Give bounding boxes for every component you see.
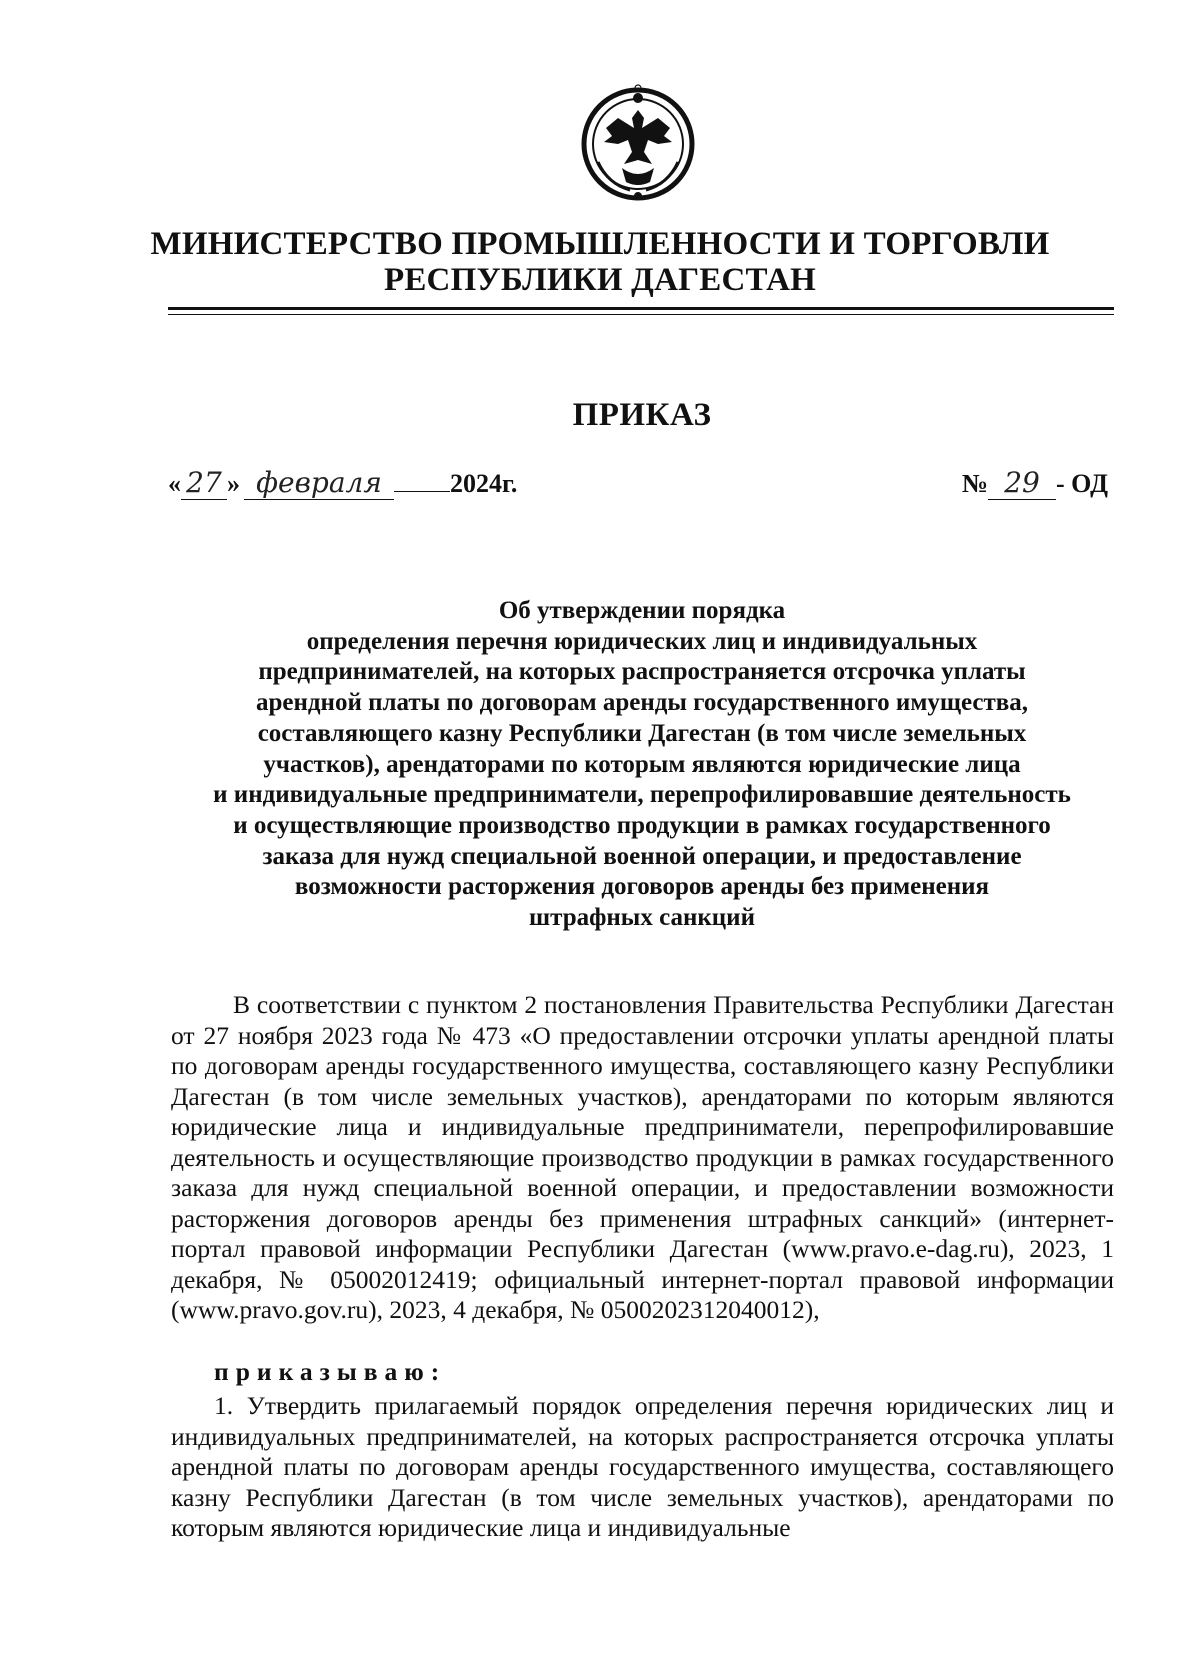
body-paragraph-preamble (171, 990, 1114, 1326)
body-paragraph-item-1 (171, 1391, 1114, 1544)
subject-line: возможности расторжения договоров аренды без применения (294, 873, 990, 901)
number-handwritten: 29 (988, 466, 1056, 500)
subject-line: Об утверждении порядка (498, 597, 786, 624)
date-year: 2024г. (450, 469, 518, 498)
header-divider-thick (168, 307, 1114, 310)
item-1-text: 1. Утвердить прилагаемый порядок определения перечня юридических лиц и индивидуальных предпринимателей, на которых распространяется отсрочка уплаты арендной платы по договорам аренды государственного имущества, составляющего казну Республики Дагестан (в том числе земельных участков), арендаторами по которым являются юридические лица и индивидуальные (171, 1391, 1114, 1542)
subject-line: составляющего казну Республики Дагестан (в том числе земельных (257, 719, 1027, 747)
ministry-name-line1: МИНИСТЕРСТВО ПРОМЫШЛЕННОСТИ И ТОРГОВЛИ (150, 226, 1050, 262)
date-day-handwritten: 27 (181, 466, 227, 500)
subject-line: участков), арендаторами по которым являются юридические лица (263, 750, 1021, 778)
subject-line: и индивидуальные предприниматели, перепрофилировавшие деятельность (213, 781, 1071, 809)
subject-line: определения перечня юридических лиц и индивидуальных (306, 627, 978, 655)
dagestan-coat-of-arms-icon (578, 84, 698, 206)
order-subject (150, 596, 1134, 934)
header-divider-thin (168, 314, 1114, 315)
order-number (962, 466, 1108, 500)
order-directive-word: приказываю: (214, 1357, 447, 1386)
date-open-quote: « (168, 469, 181, 498)
date-month-handwritten: февраля (244, 466, 394, 500)
subject-line: и осуществляющие производство продукции в рамках государственного (233, 811, 1051, 839)
order-date (168, 466, 517, 500)
subject-line: заказа для нужд специальной военной операции, и предоставление (262, 842, 1022, 870)
ministry-name-line2: РЕСПУБЛИКИ ДАГЕСТАН (383, 262, 817, 298)
preamble-text: В соответствии с пунктом 2 постановления Правительства Республики Дагестан от 27 ноября 2023 года № 473 «О предоставлении отсрочки уплаты арендной платы по договорам аренды государственного имущества, составляющего казну Республики Дагестан (в том числе земельных участков), арендаторами по которым являются юридические лица и индивидуальные предприниматели, перепрофилировавшие деятельность и осуществляющие производство продукции в рамках государственного заказа для нужд специальной военной операции, и предоставлении возможности расторжения договоров аренды без применения штрафных санкций» (интернет-портал правовой информации Республики Дагестан (www.pravo.e-dag.ru), 2023, 1 декабря, № 05002012419; официальный интернет-портал правовой информации (www.pravo.gov.ru), 2023, 4 декабря, № 0500202312040012), (171, 990, 1114, 1324)
number-prefix: № (961, 469, 989, 498)
date-close-quote: » (227, 469, 240, 498)
subject-line: предпринимателей, на которых распространяется отсрочка уплаты (258, 658, 1026, 686)
number-suffix: - ОД (1056, 469, 1108, 498)
order-title: ПРИКАЗ (572, 397, 712, 433)
subject-line: арендной платы по договорам аренды государственного имущества, (256, 689, 1028, 717)
subject-line: штрафных санкций (529, 904, 755, 932)
date-underline (394, 491, 450, 492)
